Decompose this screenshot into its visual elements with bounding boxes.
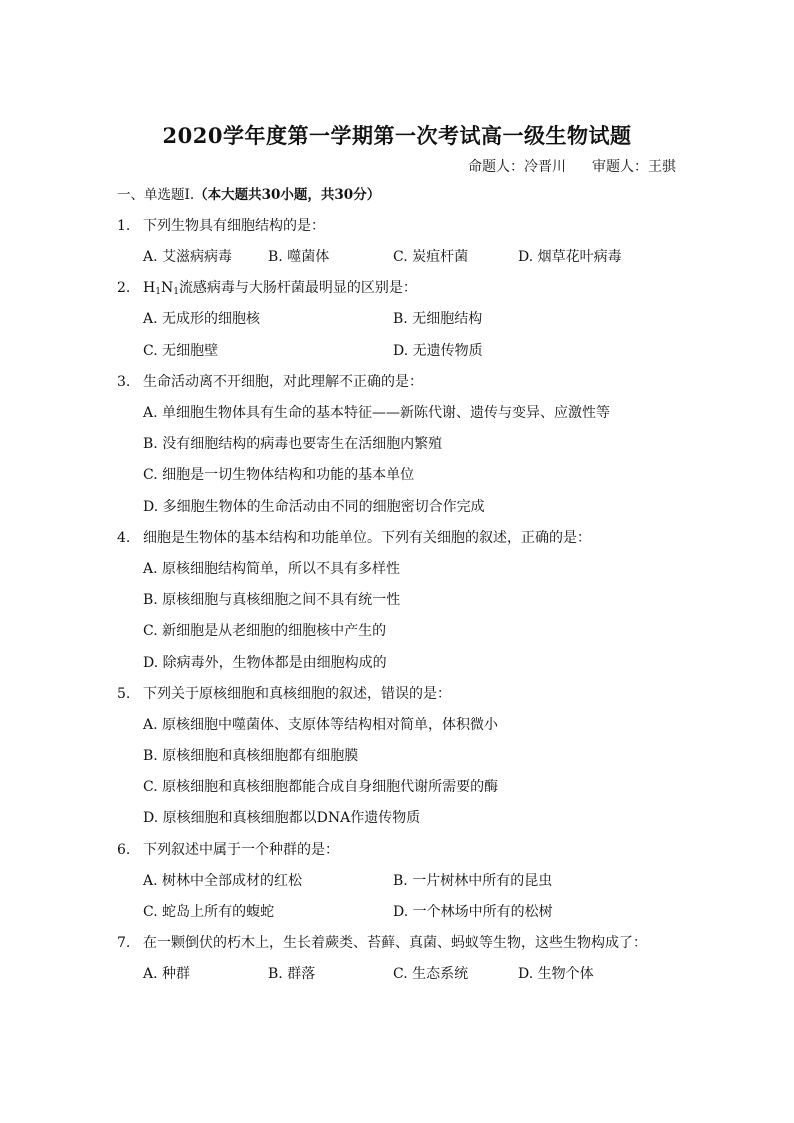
section-prefix: 一、单选题Ⅰ.: [117, 187, 195, 203]
question-5-option-d: D. 原核细胞和真核细胞都以DNA作遗传物质: [143, 810, 421, 826]
question-text: 下列关于原核细胞和真核细胞的叙述，错误的是：: [143, 686, 451, 702]
question-3-option-a: A. 单细胞生物体具有生命的基本特征——新陈代谢、遗传与变异、应激性等: [143, 405, 611, 421]
question-7-option-c: C. 生态系统: [393, 966, 469, 982]
question-setter: 命题人：冷晋川: [468, 159, 566, 175]
question-7-option-a: A. 种群: [143, 966, 191, 982]
question-4-option-d: D. 除病毒外，生物体都是由细胞构成的: [143, 655, 387, 671]
question-6-option-d: D. 一个林场中所有的松树: [393, 904, 553, 920]
question-number: 1.: [117, 218, 131, 234]
question-2-option-d: D. 无遗传物质: [393, 343, 483, 359]
question-4-option-a: A. 原核细胞结构简单，所以不具有多样性: [143, 561, 401, 577]
exam-title: 2020学年度第一学期第一次考试高一级生物试题: [162, 123, 632, 148]
question-5-option-b: B. 原核细胞和真核细胞都有细胞膜: [143, 748, 359, 764]
question-5-option-c: C. 原核细胞和真核细胞都能合成自身细胞代谢所需要的酶: [143, 779, 499, 795]
question-number: 5.: [117, 686, 131, 702]
formula-h-subscript: 1: [155, 287, 161, 297]
question-6-stem: [117, 839, 339, 859]
question-5-stem: [117, 683, 451, 703]
question-text: 细胞是生物体的基本结构和功能单位。下列有关细胞的叙述，正确的是：: [143, 530, 591, 546]
question-3-option-c: C. 细胞是一切生物体结构和功能的基本单位: [143, 467, 415, 483]
question-4-option-c: C. 新细胞是从老细胞的细胞核中产生的: [143, 623, 387, 639]
question-7-option-d: D. 生物个体: [518, 966, 594, 982]
question-number: 7.: [117, 935, 131, 951]
question-3-option-b: B. 没有细胞结构的病毒也要寄生在活细胞内繁殖: [143, 436, 443, 452]
question-1-option-d: D. 烟草花叶病毒: [518, 249, 622, 265]
question-number: 6.: [117, 842, 131, 858]
question-1-option-a: A. 艾滋病病毒: [143, 249, 233, 265]
question-text: 生命活动离不开细胞，对此理解不正确的是：: [143, 374, 423, 390]
question-1-stem: [117, 215, 325, 235]
question-7-stem: [117, 932, 647, 952]
question-3-option-d: D. 多细胞生物体的生命活动由不同的细胞密切合作完成: [143, 499, 485, 515]
question-5-option-a: A. 原核细胞中噬菌体、支原体等结构相对简单，体积微小: [143, 717, 499, 733]
question-6-option-a: A. 树林中全部成材的红松: [143, 873, 303, 889]
question-text: 在一颗倒伏的朽木上，生长着蕨类、苔藓、真菌、蚂蚁等生物，这些生物构成了：: [143, 935, 647, 951]
formula-n-subscript: 1: [173, 287, 179, 297]
question-2-option-b: B. 无细胞结构: [393, 311, 483, 327]
question-7-option-b: B. 群落: [268, 966, 316, 982]
question-text: 下列生物具有细胞结构的是：: [143, 218, 325, 234]
question-4-option-b: B. 原核细胞与真核细胞之间不具有统一性: [143, 592, 401, 608]
section-detail: （本大题共30小题，共30分）: [194, 187, 381, 203]
question-number: 3.: [117, 374, 131, 390]
question-6-option-b: B. 一片树林中所有的昆虫: [393, 873, 553, 889]
question-1-option-c: C. 炭疽杆菌: [393, 249, 469, 265]
question-reviewer: 审题人：王骐: [592, 159, 676, 175]
question-4-stem: [117, 527, 591, 547]
question-text: 下列叙述中属于一个种群的是：: [143, 842, 339, 858]
formula-n: N: [160, 280, 174, 296]
question-2-option-c: C. 无细胞壁: [143, 343, 219, 359]
exam-authors: [468, 156, 676, 176]
question-1-option-b: B. 噬菌体: [268, 249, 330, 265]
question-6-option-c: C. 蛇岛上所有的蝮蛇: [143, 904, 275, 920]
question-2-option-a: A. 无成形的细胞核: [143, 311, 261, 327]
question-3-stem: [117, 371, 423, 391]
question-2-stem: [117, 277, 417, 297]
formula-h: H: [143, 280, 156, 296]
question-number: 4.: [117, 530, 131, 546]
section-heading: [117, 183, 380, 203]
question-text: 流感病毒与大肠杆菌最明显的区别是：: [178, 280, 417, 296]
question-number: 2.: [117, 280, 131, 296]
